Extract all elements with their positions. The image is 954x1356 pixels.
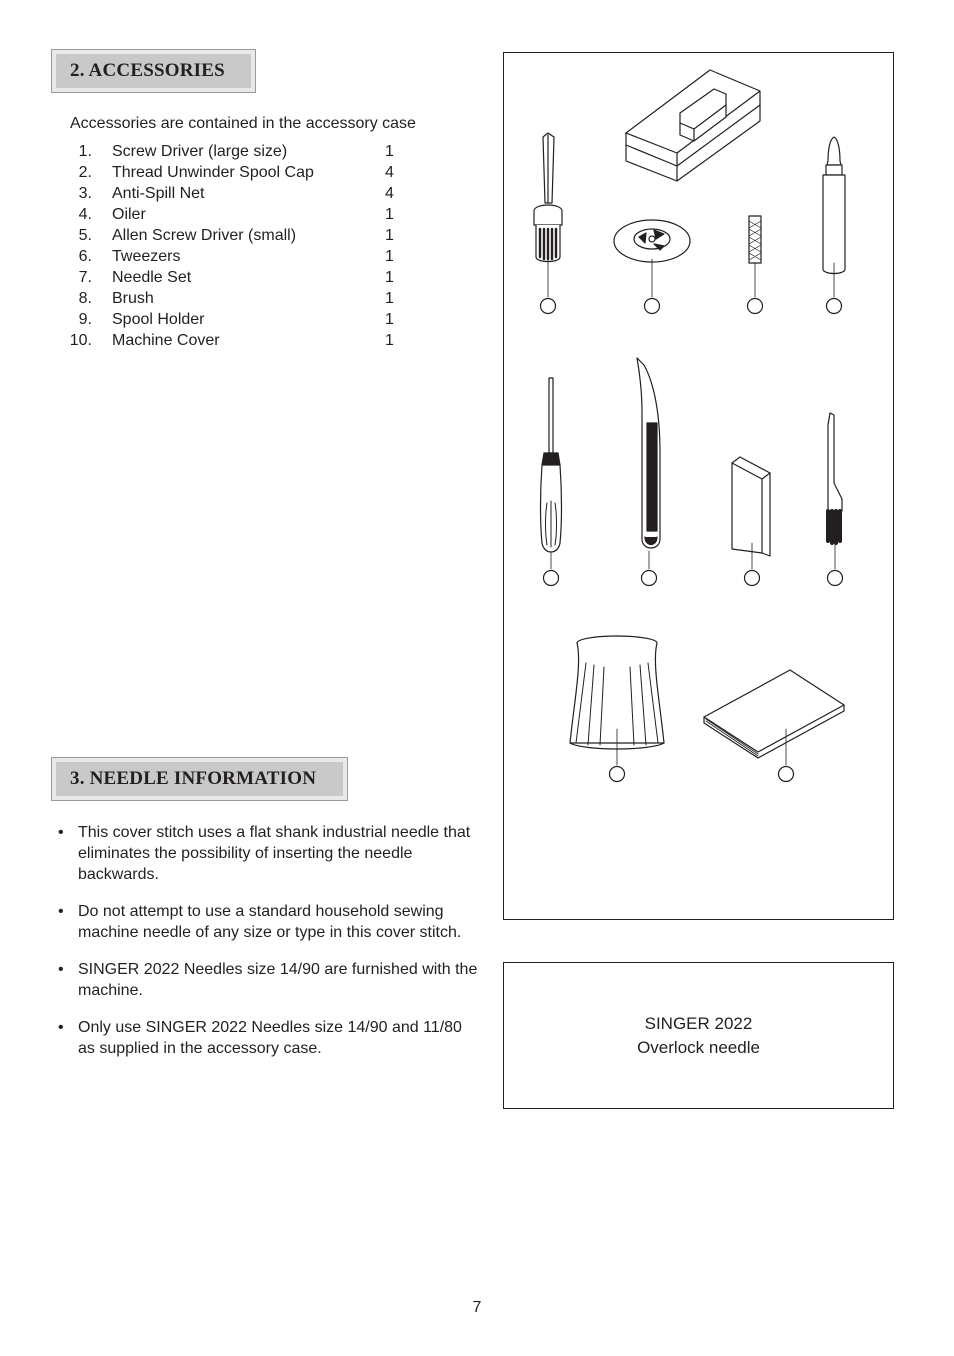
- needle-info-heading: [51, 757, 348, 801]
- list-item: [66, 246, 406, 267]
- item-quantity: 1: [385, 269, 394, 286]
- needle-info-list: [58, 822, 478, 1075]
- item-quantity: 1: [385, 248, 394, 265]
- list-item: [66, 141, 406, 162]
- item-number: 2.: [78, 164, 92, 181]
- item-name: Anti-Spill Net: [112, 185, 205, 202]
- needle-type-label: Overlock needle: [637, 1037, 760, 1057]
- bullet-item: • SINGER 2022 Needles size 14/90 are furnished with the machine.: [58, 959, 478, 1001]
- item-quantity: 1: [385, 227, 394, 244]
- list-item: [66, 288, 406, 309]
- needle-info-box: [503, 962, 894, 1109]
- page-number: 7: [472, 1299, 482, 1316]
- spool-cap-drawing: [614, 220, 690, 314]
- oiler-drawing: [823, 137, 845, 314]
- list-item: [66, 309, 406, 330]
- list-item: [66, 225, 406, 246]
- accessories-heading-text: 2. ACCESSORIES: [70, 60, 225, 81]
- item-number: 10.: [69, 332, 92, 349]
- bullet-item: • This cover stitch uses a flat shank industrial needle that eliminates the possibility of inserting the needle backwards.: [58, 822, 478, 885]
- spool-holder-drawing: [570, 636, 664, 782]
- item-number: 5.: [78, 227, 92, 244]
- item-quantity: 4: [385, 185, 394, 202]
- anti-spill-net-drawing: [748, 216, 763, 314]
- item-name: Screw Driver (large size): [112, 143, 288, 160]
- item-quantity: 1: [385, 332, 394, 349]
- item-name: Brush: [112, 290, 154, 307]
- machine-cover-drawing: [704, 670, 844, 782]
- item-name: Oiler: [112, 206, 146, 223]
- tweezers-drawing: [637, 358, 660, 586]
- needle-info-heading-text: 3. NEEDLE INFORMATION: [70, 768, 317, 789]
- item-quantity: 1: [385, 206, 394, 223]
- needle-model-label: SINGER 2022: [644, 1013, 753, 1033]
- item-name: Tweezers: [112, 248, 181, 265]
- item-number: 7.: [78, 269, 92, 286]
- accessory-case-drawing: [626, 70, 760, 181]
- list-item: [66, 267, 406, 288]
- bullet-item: • Do not attempt to use a standard household sewing machine needle of any size or type in this cover stitch.: [58, 901, 478, 943]
- item-quantity: 4: [385, 164, 394, 181]
- allen-screwdriver-drawing: [541, 378, 562, 586]
- item-name: Allen Screw Driver (small): [112, 227, 297, 244]
- accessories-illustration: [503, 52, 894, 920]
- item-name: Machine Cover: [112, 332, 220, 349]
- item-quantity: 1: [385, 311, 394, 328]
- item-name: Spool Holder: [112, 311, 205, 328]
- item-number: 8.: [78, 290, 92, 307]
- item-name: Needle Set: [112, 269, 192, 286]
- brush-drawing: [828, 413, 843, 586]
- item-number: 4.: [78, 206, 92, 223]
- item-number: 1.: [78, 143, 92, 160]
- item-number: 6.: [78, 248, 92, 265]
- accessories-intro: Accessories are contained in the accessory case: [70, 115, 416, 132]
- needle-set-drawing: [732, 457, 770, 586]
- list-item: [66, 162, 406, 183]
- list-item: [66, 204, 406, 225]
- accessories-heading: [51, 49, 256, 93]
- accessories-list: [66, 141, 406, 351]
- list-item: [66, 330, 406, 351]
- item-number: 3.: [78, 185, 92, 202]
- list-item: [66, 183, 406, 204]
- accessories-drawing: [504, 53, 895, 921]
- item-number: 9.: [78, 311, 92, 328]
- item-name: Thread Unwinder Spool Cap: [112, 164, 314, 181]
- large-screwdriver-drawing: [534, 133, 562, 314]
- item-quantity: 1: [385, 290, 394, 307]
- bullet-item: • Only use SINGER 2022 Needles size 14/90 and 11/80 as supplied in the accessory case.: [58, 1017, 478, 1059]
- item-quantity: 1: [385, 143, 394, 160]
